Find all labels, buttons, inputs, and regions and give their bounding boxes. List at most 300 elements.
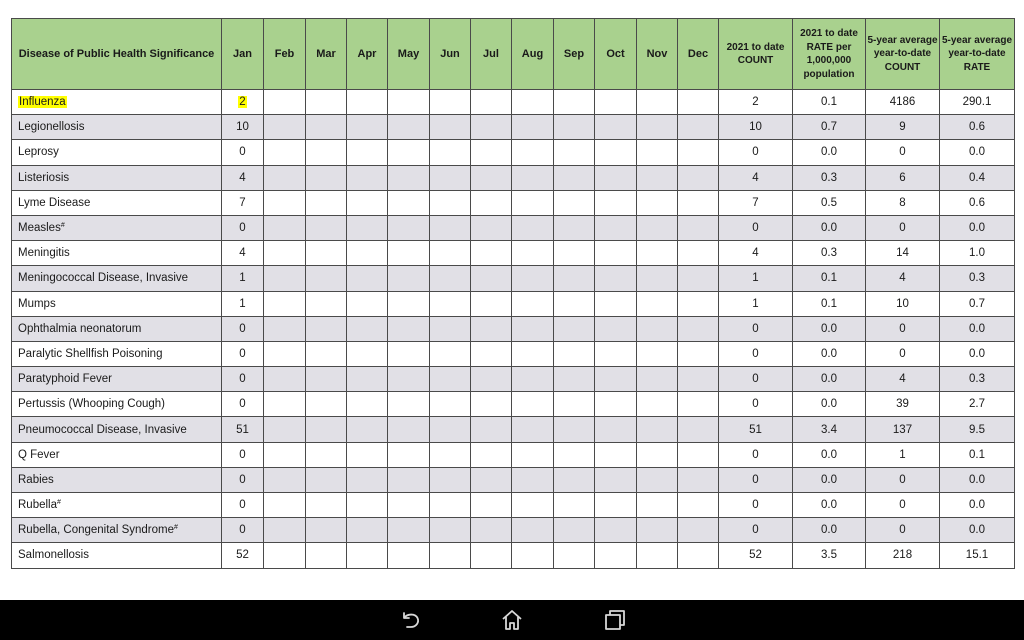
disease-name: Lyme Disease: [18, 196, 91, 209]
empty-month-cell: [388, 493, 430, 518]
rate-cell: 0.0: [793, 493, 866, 518]
rate-cell: 3.5: [793, 543, 866, 568]
back-icon: [399, 608, 423, 632]
empty-month-cell: [678, 442, 719, 467]
avg-rate-cell: 0.3: [940, 266, 1015, 291]
count-cell: 0: [719, 316, 793, 341]
rate-cell: 0.0: [793, 140, 866, 165]
empty-month-cell: [347, 543, 388, 568]
footnote-marker: #: [57, 499, 61, 507]
empty-month-cell: [430, 215, 471, 240]
column-header-9: Sep: [554, 19, 595, 90]
avg-rate-cell: 0.3: [940, 367, 1015, 392]
empty-month-cell: [471, 442, 512, 467]
count-cell: 10: [719, 115, 793, 140]
empty-month-cell: [595, 90, 637, 115]
footnote-marker: #: [60, 222, 65, 230]
empty-month-cell: [512, 518, 554, 543]
empty-month-cell: [347, 518, 388, 543]
avg-count-cell: 0: [866, 215, 940, 240]
empty-month-cell: [512, 341, 554, 366]
empty-month-cell: [637, 367, 678, 392]
empty-month-cell: [512, 316, 554, 341]
empty-month-cell: [430, 392, 471, 417]
count-cell: 0: [719, 140, 793, 165]
table-row: [12, 518, 1015, 543]
empty-month-cell: [512, 291, 554, 316]
empty-month-cell: [264, 442, 306, 467]
empty-month-cell: [347, 341, 388, 366]
avg-count-cell: 39: [866, 392, 940, 417]
empty-month-cell: [678, 215, 719, 240]
empty-month-cell: [388, 467, 430, 492]
avg-rate-cell: 0.7: [940, 291, 1015, 316]
empty-month-cell: [678, 467, 719, 492]
rate-cell: 0.1: [793, 90, 866, 115]
jan-cell: [222, 165, 264, 190]
footnote-marker: #: [173, 524, 178, 532]
disease-name-cell: [12, 215, 222, 240]
avg-count-cell: 0: [866, 341, 940, 366]
disease-name: Pneumococcal Disease, Invasive: [18, 423, 187, 436]
column-header-8: Aug: [512, 19, 554, 90]
disease-name-cell: [12, 165, 222, 190]
empty-month-cell: [471, 493, 512, 518]
jan-value: 2: [239, 96, 246, 109]
empty-month-cell: [637, 341, 678, 366]
column-header-15: 5-year average year-to-date COUNT: [866, 19, 940, 90]
empty-month-cell: [264, 140, 306, 165]
disease-name: Legionellosis: [18, 121, 85, 134]
empty-month-cell: [347, 266, 388, 291]
empty-month-cell: [595, 417, 637, 442]
empty-month-cell: [471, 367, 512, 392]
header-row: [12, 19, 1015, 90]
avg-count-cell: 4: [866, 266, 940, 291]
empty-month-cell: [637, 140, 678, 165]
empty-month-cell: [264, 518, 306, 543]
empty-month-cell: [430, 367, 471, 392]
column-header-12: Dec: [678, 19, 719, 90]
rate-cell: 0.1: [793, 291, 866, 316]
home-icon: [500, 608, 524, 632]
empty-month-cell: [637, 241, 678, 266]
back-button[interactable]: [398, 607, 424, 633]
empty-month-cell: [554, 90, 595, 115]
empty-month-cell: [595, 341, 637, 366]
empty-month-cell: [512, 493, 554, 518]
empty-month-cell: [347, 291, 388, 316]
table-row: [12, 165, 1015, 190]
empty-month-cell: [637, 316, 678, 341]
jan-cell: [222, 367, 264, 392]
empty-month-cell: [471, 165, 512, 190]
avg-count-cell: 9: [866, 115, 940, 140]
rate-cell: 0.3: [793, 165, 866, 190]
table-row: [12, 241, 1015, 266]
avg-rate-cell: 1.0: [940, 241, 1015, 266]
table-row: [12, 316, 1015, 341]
empty-month-cell: [264, 115, 306, 140]
count-cell: 4: [719, 241, 793, 266]
empty-month-cell: [471, 467, 512, 492]
column-header-10: Oct: [595, 19, 637, 90]
empty-month-cell: [471, 241, 512, 266]
empty-month-cell: [512, 392, 554, 417]
empty-month-cell: [678, 241, 719, 266]
rate-cell: 0.7: [793, 115, 866, 140]
empty-month-cell: [554, 493, 595, 518]
empty-month-cell: [595, 241, 637, 266]
empty-month-cell: [554, 115, 595, 140]
empty-month-cell: [678, 493, 719, 518]
jan-value: 4: [239, 247, 246, 260]
disease-name: Meningitis: [18, 247, 70, 260]
empty-month-cell: [554, 467, 595, 492]
table-row: [12, 392, 1015, 417]
empty-month-cell: [678, 291, 719, 316]
disease-name: Paratyphoid Fever: [18, 373, 112, 386]
column-header-6: Jun: [430, 19, 471, 90]
empty-month-cell: [678, 190, 719, 215]
empty-month-cell: [306, 115, 347, 140]
disease-name-cell: [12, 543, 222, 568]
empty-month-cell: [512, 367, 554, 392]
jan-cell: [222, 493, 264, 518]
jan-cell: [222, 190, 264, 215]
empty-month-cell: [347, 115, 388, 140]
disease-name: Rubella: [18, 499, 57, 512]
empty-month-cell: [678, 90, 719, 115]
avg-count-cell: 14: [866, 241, 940, 266]
empty-month-cell: [471, 316, 512, 341]
column-header-16: 5-year average year-to-date RATE: [940, 19, 1015, 90]
jan-value: 52: [236, 549, 249, 562]
count-cell: 52: [719, 543, 793, 568]
empty-month-cell: [554, 165, 595, 190]
empty-month-cell: [430, 341, 471, 366]
empty-month-cell: [637, 90, 678, 115]
empty-month-cell: [678, 316, 719, 341]
empty-month-cell: [512, 215, 554, 240]
column-header-4: Apr: [347, 19, 388, 90]
disease-name: Leprosy: [18, 146, 59, 159]
rate-cell: 0.0: [793, 367, 866, 392]
empty-month-cell: [595, 442, 637, 467]
avg-count-cell: 137: [866, 417, 940, 442]
table-row: [12, 417, 1015, 442]
count-cell: 0: [719, 367, 793, 392]
rate-cell: 0.0: [793, 467, 866, 492]
disease-name-cell: [12, 115, 222, 140]
jan-cell: [222, 115, 264, 140]
avg-rate-cell: 0.1: [940, 442, 1015, 467]
jan-value: 0: [239, 222, 246, 235]
empty-month-cell: [430, 140, 471, 165]
disease-name-cell: [12, 140, 222, 165]
recent-apps-button[interactable]: [602, 607, 628, 633]
empty-month-cell: [595, 215, 637, 240]
empty-month-cell: [264, 90, 306, 115]
jan-cell: [222, 518, 264, 543]
empty-month-cell: [264, 190, 306, 215]
home-button[interactable]: [499, 607, 525, 633]
empty-month-cell: [430, 291, 471, 316]
disease-name-cell: [12, 190, 222, 215]
empty-month-cell: [388, 165, 430, 190]
empty-month-cell: [306, 392, 347, 417]
jan-cell: [222, 341, 264, 366]
empty-month-cell: [264, 316, 306, 341]
avg-count-cell: 0: [866, 467, 940, 492]
jan-cell: [222, 392, 264, 417]
empty-month-cell: [512, 241, 554, 266]
count-cell: 4: [719, 165, 793, 190]
count-cell: 0: [719, 215, 793, 240]
empty-month-cell: [264, 241, 306, 266]
count-cell: 0: [719, 493, 793, 518]
empty-month-cell: [637, 115, 678, 140]
rate-cell: 3.4: [793, 417, 866, 442]
column-header-5: May: [388, 19, 430, 90]
empty-month-cell: [678, 543, 719, 568]
empty-month-cell: [430, 190, 471, 215]
empty-month-cell: [678, 140, 719, 165]
empty-month-cell: [264, 367, 306, 392]
empty-month-cell: [347, 442, 388, 467]
empty-month-cell: [471, 140, 512, 165]
disease-name: Influenza: [19, 96, 66, 109]
empty-month-cell: [637, 291, 678, 316]
avg-count-cell: 4: [866, 367, 940, 392]
jan-cell: [222, 316, 264, 341]
empty-month-cell: [388, 215, 430, 240]
empty-month-cell: [554, 316, 595, 341]
empty-month-cell: [554, 417, 595, 442]
avg-rate-cell: 0.0: [940, 518, 1015, 543]
disease-name: Paralytic Shellfish Poisoning: [18, 347, 163, 360]
empty-month-cell: [554, 140, 595, 165]
empty-month-cell: [678, 417, 719, 442]
empty-month-cell: [388, 316, 430, 341]
rate-cell: 0.0: [793, 518, 866, 543]
empty-month-cell: [471, 90, 512, 115]
empty-month-cell: [306, 165, 347, 190]
empty-month-cell: [637, 392, 678, 417]
table-row: [12, 341, 1015, 366]
disease-name: Meningococcal Disease, Invasive: [18, 272, 189, 285]
column-header-11: Nov: [637, 19, 678, 90]
empty-month-cell: [512, 467, 554, 492]
rate-cell: 0.0: [793, 442, 866, 467]
disease-name: Mumps: [18, 297, 56, 310]
avg-count-cell: 0: [866, 493, 940, 518]
jan-cell: [222, 467, 264, 492]
empty-month-cell: [554, 442, 595, 467]
avg-rate-cell: 0.6: [940, 190, 1015, 215]
empty-month-cell: [264, 417, 306, 442]
rate-cell: 0.1: [793, 266, 866, 291]
empty-month-cell: [430, 241, 471, 266]
empty-month-cell: [637, 190, 678, 215]
disease-name-cell: [12, 493, 222, 518]
empty-month-cell: [512, 165, 554, 190]
empty-month-cell: [388, 291, 430, 316]
disease-name-cell: [12, 241, 222, 266]
column-header-7: Jul: [471, 19, 512, 90]
empty-month-cell: [388, 518, 430, 543]
avg-rate-cell: 9.5: [940, 417, 1015, 442]
jan-value: 0: [239, 499, 246, 512]
empty-month-cell: [306, 442, 347, 467]
disease-name-cell: [12, 392, 222, 417]
empty-month-cell: [512, 266, 554, 291]
column-header-2: Feb: [264, 19, 306, 90]
avg-rate-cell: 0.0: [940, 215, 1015, 240]
empty-month-cell: [430, 90, 471, 115]
empty-month-cell: [306, 341, 347, 366]
empty-month-cell: [306, 493, 347, 518]
empty-month-cell: [347, 165, 388, 190]
empty-month-cell: [430, 493, 471, 518]
empty-month-cell: [347, 215, 388, 240]
disease-name-cell: [12, 266, 222, 291]
table-row: [12, 90, 1015, 115]
table-row: [12, 493, 1015, 518]
disease-table: [11, 18, 1015, 569]
empty-month-cell: [388, 140, 430, 165]
jan-cell: [222, 140, 264, 165]
empty-month-cell: [388, 543, 430, 568]
table-body: [12, 90, 1015, 569]
empty-month-cell: [347, 392, 388, 417]
empty-month-cell: [554, 266, 595, 291]
table-row: [12, 291, 1015, 316]
avg-count-cell: 0: [866, 316, 940, 341]
empty-month-cell: [678, 341, 719, 366]
empty-month-cell: [471, 291, 512, 316]
count-cell: 7: [719, 190, 793, 215]
empty-month-cell: [306, 518, 347, 543]
empty-month-cell: [554, 543, 595, 568]
empty-month-cell: [430, 115, 471, 140]
empty-month-cell: [306, 266, 347, 291]
table-row: [12, 367, 1015, 392]
empty-month-cell: [306, 543, 347, 568]
empty-month-cell: [264, 493, 306, 518]
disease-name: Q Fever: [18, 448, 60, 461]
empty-month-cell: [595, 115, 637, 140]
table-row: [12, 190, 1015, 215]
empty-month-cell: [471, 266, 512, 291]
column-header-3: Mar: [306, 19, 347, 90]
empty-month-cell: [595, 266, 637, 291]
empty-month-cell: [637, 518, 678, 543]
empty-month-cell: [637, 543, 678, 568]
empty-month-cell: [637, 442, 678, 467]
empty-month-cell: [471, 215, 512, 240]
table-row: [12, 543, 1015, 568]
empty-month-cell: [554, 518, 595, 543]
jan-cell: [222, 442, 264, 467]
jan-cell: [222, 417, 264, 442]
jan-value: 0: [239, 373, 246, 386]
recent-apps-icon: [603, 608, 627, 632]
avg-count-cell: 8: [866, 190, 940, 215]
empty-month-cell: [471, 341, 512, 366]
jan-value: 0: [239, 524, 246, 537]
table-row: [12, 140, 1015, 165]
table-row: [12, 266, 1015, 291]
avg-count-cell: 4186: [866, 90, 940, 115]
empty-month-cell: [595, 367, 637, 392]
empty-month-cell: [554, 241, 595, 266]
empty-month-cell: [430, 266, 471, 291]
empty-month-cell: [388, 241, 430, 266]
empty-month-cell: [512, 90, 554, 115]
empty-month-cell: [637, 417, 678, 442]
disease-name-cell: [12, 467, 222, 492]
empty-month-cell: [264, 165, 306, 190]
empty-month-cell: [264, 543, 306, 568]
empty-month-cell: [595, 518, 637, 543]
empty-month-cell: [637, 266, 678, 291]
empty-month-cell: [347, 493, 388, 518]
disease-name-cell: [12, 291, 222, 316]
table-row: [12, 442, 1015, 467]
empty-month-cell: [264, 392, 306, 417]
avg-rate-cell: 0.0: [940, 316, 1015, 341]
empty-month-cell: [512, 543, 554, 568]
disease-name: Listeriosis: [18, 171, 70, 184]
empty-month-cell: [388, 190, 430, 215]
empty-month-cell: [678, 392, 719, 417]
empty-month-cell: [554, 341, 595, 366]
jan-value: 0: [239, 398, 246, 411]
jan-value: 0: [239, 146, 246, 159]
empty-month-cell: [471, 190, 512, 215]
empty-month-cell: [637, 165, 678, 190]
avg-count-cell: 0: [866, 140, 940, 165]
column-header-0: Disease of Public Health Significance: [12, 19, 222, 90]
avg-rate-cell: 290.1: [940, 90, 1015, 115]
empty-month-cell: [595, 165, 637, 190]
empty-month-cell: [554, 392, 595, 417]
avg-count-cell: 0: [866, 518, 940, 543]
empty-month-cell: [595, 291, 637, 316]
empty-month-cell: [595, 190, 637, 215]
empty-month-cell: [554, 367, 595, 392]
empty-month-cell: [388, 442, 430, 467]
empty-month-cell: [347, 467, 388, 492]
jan-value: 1: [239, 297, 246, 310]
jan-value: 10: [236, 121, 249, 134]
android-navigation-bar: [0, 600, 1024, 640]
empty-month-cell: [347, 190, 388, 215]
jan-cell: [222, 543, 264, 568]
empty-month-cell: [471, 518, 512, 543]
empty-month-cell: [306, 90, 347, 115]
empty-month-cell: [512, 417, 554, 442]
empty-month-cell: [595, 493, 637, 518]
empty-month-cell: [430, 442, 471, 467]
count-cell: 1: [719, 291, 793, 316]
rate-cell: 0.0: [793, 341, 866, 366]
empty-month-cell: [430, 467, 471, 492]
empty-month-cell: [471, 417, 512, 442]
empty-month-cell: [430, 417, 471, 442]
empty-month-cell: [678, 518, 719, 543]
